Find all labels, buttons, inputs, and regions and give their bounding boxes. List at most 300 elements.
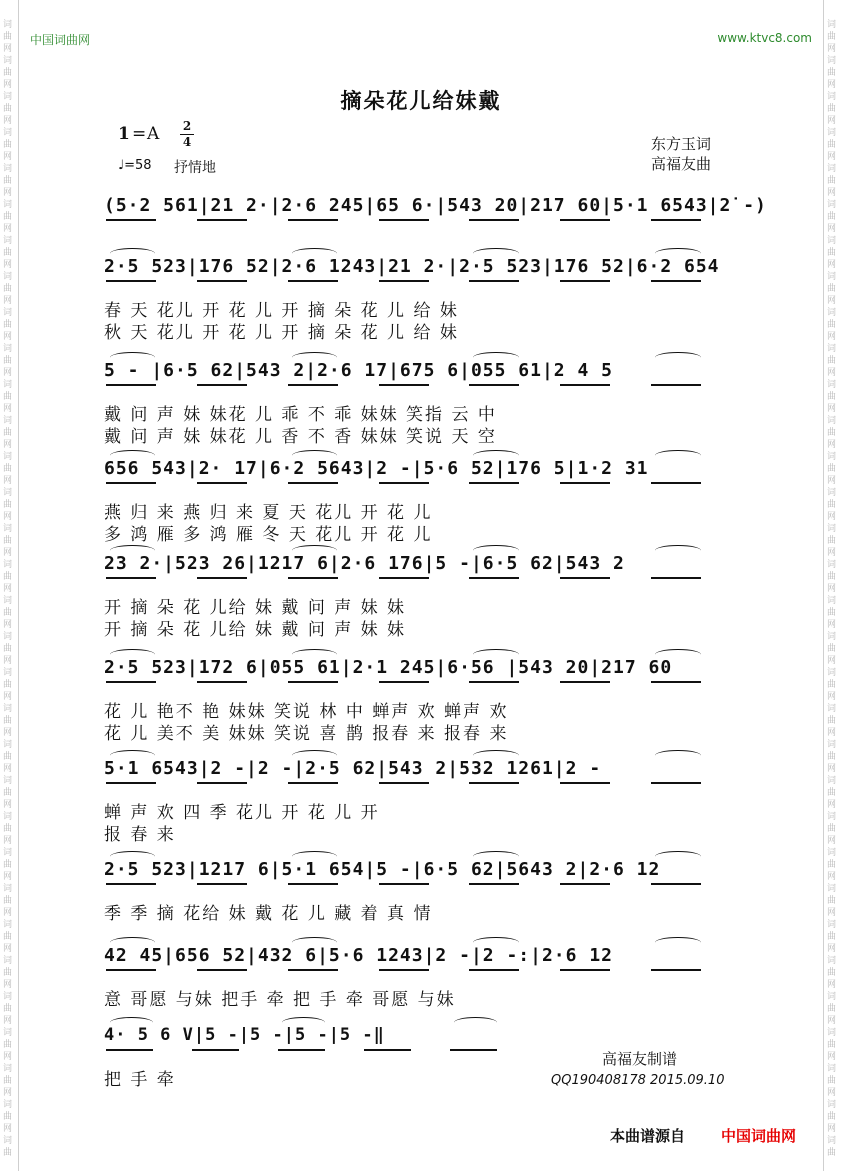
- watermark-char: 词: [827, 1100, 837, 1110]
- watermark-char: 曲: [3, 428, 13, 438]
- watermark-char: 网: [3, 944, 13, 954]
- beam-underline: [379, 219, 429, 221]
- slur-arc: [110, 750, 155, 761]
- beam-underline: [560, 482, 610, 484]
- watermark-char: 网: [827, 116, 837, 126]
- slur-arc: [292, 937, 337, 948]
- watermark-char: 词: [827, 740, 837, 750]
- beam-underline: [106, 219, 156, 221]
- watermark-char: 词: [827, 812, 837, 822]
- lyric-verse-2: 开 摘 朵 花 儿给 妹 戴 问 声 妹 妹: [104, 620, 407, 640]
- beam-underline: [651, 577, 701, 579]
- beam-underline: [651, 280, 701, 282]
- watermark-char: 网: [827, 332, 837, 342]
- watermark-char: 词: [3, 236, 13, 246]
- slur-arc: [110, 649, 155, 660]
- watermark-char: 曲: [3, 1148, 13, 1158]
- slur-arc: [292, 750, 337, 761]
- lyricist-credit: 东方玉词: [651, 135, 712, 153]
- beam-underline: [288, 782, 338, 784]
- watermark-char: 词: [827, 344, 837, 354]
- watermark-char: 曲: [3, 356, 13, 366]
- watermark-char: 词: [827, 776, 837, 786]
- watermark-char: 词: [827, 308, 837, 318]
- slur-arc: [655, 352, 700, 363]
- watermark-char: 曲: [3, 1004, 13, 1014]
- beam-underline: [379, 681, 429, 683]
- watermark-char: 网: [3, 1088, 13, 1098]
- beam-underline: [106, 681, 156, 683]
- composer-credit: 高福友曲: [651, 155, 712, 173]
- watermark-char: 曲: [827, 1148, 837, 1158]
- score-line: [0, 849, 842, 939]
- watermark-char: 曲: [3, 824, 13, 834]
- watermark-char: 词: [3, 1028, 13, 1038]
- beam-underline: [469, 384, 519, 386]
- beam-underline: [560, 219, 610, 221]
- watermark-char: 词: [3, 560, 13, 570]
- lyric-verse-2: 花 儿 美不 美 妹妹 笑说 喜 鹊 报春 来 报春 来: [104, 724, 509, 744]
- beam-underline: [379, 280, 429, 282]
- watermark-char: 曲: [3, 1040, 13, 1050]
- watermark-char: 曲: [827, 248, 837, 258]
- watermark-char: 网: [827, 908, 837, 918]
- score-line: [0, 748, 842, 845]
- watermark-char: 曲: [3, 968, 13, 978]
- watermark-char: 网: [827, 620, 837, 630]
- watermark-char: 曲: [827, 320, 837, 330]
- watermark-char: 词: [3, 524, 13, 534]
- slur-arc: [655, 545, 700, 556]
- score-line: [0, 543, 842, 640]
- lyric-verse-1: 春 天 花儿 开 花 儿 开 摘 朵 花 儿 给 妹: [104, 301, 459, 321]
- watermark-char: 词: [3, 1064, 13, 1074]
- score-line: [0, 246, 842, 343]
- watermark-char: 网: [827, 296, 837, 306]
- watermark-char: 网: [3, 1016, 13, 1026]
- song-title: 摘朵花儿给妹戴: [340, 89, 502, 113]
- slur-arc: [110, 352, 155, 363]
- watermark-char: 曲: [3, 320, 13, 330]
- watermark-char: 曲: [827, 788, 837, 798]
- slur-arc: [282, 1017, 325, 1028]
- watermark-char: 词: [827, 20, 837, 30]
- beam-underline: [560, 280, 610, 282]
- slur-arc: [473, 937, 518, 948]
- beam-underline: [197, 280, 247, 282]
- watermark-char: 词: [3, 128, 13, 138]
- watermark-char: 网: [827, 1124, 837, 1134]
- slur-arc: [473, 851, 518, 862]
- watermark-char: 网: [3, 440, 13, 450]
- watermark-char: 网: [3, 656, 13, 666]
- watermark-char: 词: [3, 92, 13, 102]
- score-line: [0, 350, 842, 447]
- beam-underline: [450, 1049, 497, 1051]
- lyric-verse-1: 戴 问 声 妹 妹花 儿 乖 不 乖 妹妹 笑指 云 中: [104, 405, 497, 425]
- watermark-char: 网: [3, 476, 13, 486]
- beam-underline: [469, 577, 519, 579]
- slur-arc: [110, 937, 155, 948]
- watermark-char: 词: [3, 740, 13, 750]
- beam-underline: [560, 782, 610, 784]
- beam-underline: [288, 577, 338, 579]
- watermark-char: 曲: [827, 428, 837, 438]
- lyric-verse-2: 多 鸿 雁 多 鸿 雁 冬 天 花儿 开 花 儿: [104, 525, 433, 545]
- lyric-verse-1: 意 哥愿 与妹 把手 牵 把 手 牵 哥愿 与妹: [104, 990, 456, 1010]
- beam-underline: [379, 883, 429, 885]
- slur-arc: [655, 450, 700, 461]
- watermark-char: 网: [827, 404, 837, 414]
- watermark-char: 词: [3, 668, 13, 678]
- watermark-char: 网: [3, 44, 13, 54]
- watermark-char: 网: [3, 296, 13, 306]
- watermark-char: 网: [3, 116, 13, 126]
- watermark-char: 曲: [3, 752, 13, 762]
- slur-arc: [473, 352, 518, 363]
- beam-underline: [288, 482, 338, 484]
- watermark-char: 词: [3, 704, 13, 714]
- score-line: [0, 935, 842, 1025]
- watermark-char: 网: [827, 944, 837, 954]
- watermark-char: 曲: [3, 932, 13, 942]
- watermark-char: 词: [827, 884, 837, 894]
- watermark-char: 曲: [3, 248, 13, 258]
- beam-underline: [106, 782, 156, 784]
- time-signature-top: 2: [182, 119, 192, 133]
- watermark-char: 网: [3, 260, 13, 270]
- watermark-char: 曲: [3, 464, 13, 474]
- watermark-char: 曲: [827, 968, 837, 978]
- slur-arc: [110, 545, 155, 556]
- beam-underline: [106, 969, 156, 971]
- watermark-char: 词: [3, 920, 13, 930]
- slur-arc: [655, 851, 700, 862]
- beam-underline: [379, 482, 429, 484]
- score-line: [0, 448, 842, 545]
- beam-underline: [288, 681, 338, 683]
- watermark-char: 曲: [827, 1112, 837, 1122]
- beam-underline: [379, 782, 429, 784]
- watermark-char: 网: [827, 764, 837, 774]
- watermark-char: 曲: [3, 608, 13, 618]
- beam-underline: [651, 782, 701, 784]
- beam-underline: [560, 883, 610, 885]
- watermark-char: 网: [827, 1088, 837, 1098]
- watermark-char: 曲: [827, 680, 837, 690]
- watermark-char: 词: [3, 992, 13, 1002]
- key-signature-one: 1: [118, 124, 130, 144]
- beam-underline: [197, 782, 247, 784]
- score-line: [0, 1015, 842, 1105]
- watermark-char: 曲: [3, 104, 13, 114]
- lyric-verse-2: 报 春 来: [104, 825, 176, 845]
- slur-arc: [292, 352, 337, 363]
- watermark-char: 词: [3, 1100, 13, 1110]
- watermark-char: 词: [827, 56, 837, 66]
- watermark-char: 曲: [3, 212, 13, 222]
- slur-arc: [292, 545, 337, 556]
- watermark-char: 词: [827, 956, 837, 966]
- lyric-verse-1: 把 手 牵: [104, 1070, 176, 1090]
- watermark-char: 词: [3, 596, 13, 606]
- watermark-char: 词: [827, 236, 837, 246]
- slur-arc: [110, 1017, 153, 1028]
- slur-arc: [454, 1017, 497, 1028]
- watermark-char: 词: [3, 380, 13, 390]
- watermark-char: 曲: [827, 1004, 837, 1014]
- lyric-verse-1: 蝉 声 欢 四 季 花儿 开 花 儿 开: [104, 803, 380, 823]
- watermark-char: 网: [827, 152, 837, 162]
- beam-underline: [560, 681, 610, 683]
- watermark-char: 曲: [827, 356, 837, 366]
- watermark-char: 曲: [827, 752, 837, 762]
- watermark-char: 网: [827, 728, 837, 738]
- beam-underline: [469, 219, 519, 221]
- watermark-char: 网: [3, 584, 13, 594]
- beam-underline: [106, 1049, 153, 1051]
- watermark-char: 词: [827, 524, 837, 534]
- notation-line: 4· 5 6 V|5 -|5 -|5 -|5 -‖: [104, 1025, 385, 1045]
- watermark-char: 曲: [827, 176, 837, 186]
- beam-underline: [379, 384, 429, 386]
- watermark-char: 网: [3, 692, 13, 702]
- slur-arc: [655, 649, 700, 660]
- watermark-char: 曲: [3, 32, 13, 42]
- watermark-char: 曲: [827, 536, 837, 546]
- watermark-char: 曲: [827, 464, 837, 474]
- beam-underline: [651, 969, 701, 971]
- beam-underline: [288, 280, 338, 282]
- watermark-char: 曲: [827, 284, 837, 294]
- beam-underline: [379, 969, 429, 971]
- watermark-char: 网: [3, 1124, 13, 1134]
- watermark-char: 曲: [827, 824, 837, 834]
- watermark-char: 网: [3, 224, 13, 234]
- watermark-char: 曲: [3, 68, 13, 78]
- lyric-verse-1: 季 季 摘 花给 妹 戴 花 儿 藏 着 真 情: [104, 904, 433, 924]
- time-signature-bottom: 4: [182, 135, 192, 149]
- notation-line: (5·2 561|21 2·|2·6 245|65 6·|543 20|217 60|5·1 6543|2̇ -): [104, 195, 767, 216]
- watermark-char: 词: [827, 164, 837, 174]
- watermark-char: 词: [827, 596, 837, 606]
- watermark-char: 词: [827, 1136, 837, 1146]
- beam-underline: [197, 219, 247, 221]
- notation-line: 2·5 523|172 6|055 61|2·1 245|6·56 |543 20|217 60: [104, 657, 673, 678]
- watermark-char: 曲: [827, 644, 837, 654]
- watermark-char: 网: [827, 872, 837, 882]
- watermark-char: 词: [827, 920, 837, 930]
- beam-underline: [192, 1049, 239, 1051]
- watermark-char: 曲: [3, 680, 13, 690]
- watermark-char: 曲: [827, 140, 837, 150]
- watermark-char: 网: [3, 80, 13, 90]
- beam-underline: [288, 219, 338, 221]
- slur-arc: [473, 248, 518, 259]
- watermark-char: 曲: [3, 284, 13, 294]
- beam-underline: [288, 384, 338, 386]
- watermark-char: 词: [3, 308, 13, 318]
- watermark-char: 网: [827, 440, 837, 450]
- watermark-char: 网: [827, 800, 837, 810]
- watermark-char: 曲: [827, 716, 837, 726]
- watermark-char: 网: [3, 800, 13, 810]
- watermark-char: 网: [3, 512, 13, 522]
- watermark-char: 网: [3, 404, 13, 414]
- site-url-top-right[interactable]: www.ktvc8.com: [717, 31, 812, 45]
- watermark-char: 曲: [827, 896, 837, 906]
- watermark-char: 词: [827, 92, 837, 102]
- watermark-char: 词: [827, 560, 837, 570]
- watermark-char: 网: [3, 188, 13, 198]
- lyric-verse-2: 秋 天 花儿 开 花 儿 开 摘 朵 花 儿 给 妹: [104, 323, 459, 343]
- watermark-char: 网: [3, 548, 13, 558]
- key-signature-equals: =: [132, 124, 147, 144]
- watermark-char: 网: [827, 476, 837, 486]
- beam-underline: [469, 782, 519, 784]
- watermark-char: 词: [3, 884, 13, 894]
- beam-underline: [560, 969, 610, 971]
- watermark-char: 曲: [3, 572, 13, 582]
- slur-arc: [292, 248, 337, 259]
- watermark-char: 词: [3, 812, 13, 822]
- beam-underline: [560, 577, 610, 579]
- watermark-char: 曲: [3, 896, 13, 906]
- watermark-char: 网: [3, 908, 13, 918]
- beam-underline: [197, 482, 247, 484]
- beam-underline: [651, 482, 701, 484]
- watermark-char: 网: [3, 872, 13, 882]
- watermark-char: 词: [827, 488, 837, 498]
- watermark-char: 词: [827, 992, 837, 1002]
- beam-underline: [379, 577, 429, 579]
- watermark-char: 曲: [3, 860, 13, 870]
- slur-arc: [473, 750, 518, 761]
- beam-underline: [288, 969, 338, 971]
- watermark-char: 曲: [3, 500, 13, 510]
- watermark-char: 网: [3, 620, 13, 630]
- watermark-char: 曲: [827, 572, 837, 582]
- watermark-char: 词: [3, 1136, 13, 1146]
- beam-underline: [197, 681, 247, 683]
- watermark-char: 词: [827, 632, 837, 642]
- watermark-char: 曲: [3, 140, 13, 150]
- watermark-char: 词: [3, 488, 13, 498]
- watermark-char: 网: [827, 368, 837, 378]
- watermark-char: 曲: [827, 932, 837, 942]
- beam-underline: [469, 969, 519, 971]
- lyric-verse-1: 开 摘 朵 花 儿给 妹 戴 问 声 妹 妹: [104, 598, 407, 618]
- source-label: 本曲谱源自: [610, 1127, 686, 1145]
- beam-underline: [364, 1049, 411, 1051]
- watermark-char: 网: [827, 188, 837, 198]
- watermark-char: 词: [827, 200, 837, 210]
- watermark-char: 词: [3, 848, 13, 858]
- notation-line: 42 45|656 52|432 6|5·6 1243|2 -|2 -:|2·6 12: [104, 945, 613, 966]
- slur-arc: [292, 851, 337, 862]
- watermark-char: 网: [3, 332, 13, 342]
- watermark-char: 词: [827, 1064, 837, 1074]
- watermark-char: 词: [3, 452, 13, 462]
- watermark-char: 网: [3, 764, 13, 774]
- watermark-char: 曲: [3, 716, 13, 726]
- watermark-char: 网: [827, 1052, 837, 1062]
- watermark-char: 网: [827, 548, 837, 558]
- beam-underline: [106, 577, 156, 579]
- watermark-char: 曲: [3, 176, 13, 186]
- watermark-char: 词: [3, 956, 13, 966]
- notation-line: 5 - |6·5 62|543 2|2·6 17|675 6|055 61|2 4 5: [104, 360, 613, 381]
- beam-underline: [197, 969, 247, 971]
- watermark-char: 网: [827, 836, 837, 846]
- watermark-char: 网: [3, 1052, 13, 1062]
- watermark-char: 词: [3, 416, 13, 426]
- watermark-char: 词: [827, 380, 837, 390]
- watermark-char: 词: [3, 272, 13, 282]
- watermark-char: 网: [827, 260, 837, 270]
- notation-line: 5·1 6543|2 -|2 -|2·5 62|543 2|532 1261|2 -: [104, 758, 602, 779]
- slur-arc: [655, 937, 700, 948]
- watermark-char: 网: [827, 224, 837, 234]
- watermark-char: 词: [827, 452, 837, 462]
- beam-underline: [197, 577, 247, 579]
- watermark-char: 曲: [827, 212, 837, 222]
- lyric-verse-2: 戴 问 声 妹 妹花 儿 香 不 香 妹妹 笑说 天 空: [104, 427, 497, 447]
- beam-underline: [197, 384, 247, 386]
- watermark-char: 词: [827, 704, 837, 714]
- watermark-char: 曲: [827, 860, 837, 870]
- slur-arc: [473, 649, 518, 660]
- watermark-char: 曲: [827, 608, 837, 618]
- beam-underline: [278, 1049, 325, 1051]
- score-line: [0, 647, 842, 744]
- beam-underline: [106, 883, 156, 885]
- beam-underline: [288, 883, 338, 885]
- watermark-char: 曲: [827, 32, 837, 42]
- watermark-char: 词: [3, 776, 13, 786]
- watermark-char: 曲: [3, 788, 13, 798]
- beam-underline: [106, 384, 156, 386]
- source-site-link[interactable]: 中国词曲网: [721, 1127, 797, 1145]
- slur-arc: [292, 649, 337, 660]
- watermark-char: 词: [827, 848, 837, 858]
- slur-arc: [473, 545, 518, 556]
- watermark-char: 曲: [3, 644, 13, 654]
- beam-underline: [651, 681, 701, 683]
- watermark-char: 词: [3, 56, 13, 66]
- score-maker: 高福友制谱: [602, 1050, 678, 1068]
- watermark-char: 词: [827, 1028, 837, 1038]
- time-signature: [180, 120, 194, 149]
- watermark-char: 网: [3, 152, 13, 162]
- lyric-verse-1: 燕 归 来 燕 归 来 夏 天 花儿 开 花 儿: [104, 503, 433, 523]
- tempo-marking: ♩=58: [118, 158, 152, 173]
- watermark-char: 词: [827, 668, 837, 678]
- watermark-char: 曲: [3, 1076, 13, 1086]
- notation-line: 2·5 523|176 52|2·6 1243|21 2·|2·5 523|176 52|6·2 654: [104, 256, 720, 277]
- site-name-top-left[interactable]: 中国词曲网: [30, 33, 91, 47]
- key-signature-note: A: [147, 124, 160, 144]
- watermark-char: 曲: [3, 392, 13, 402]
- beam-underline: [197, 883, 247, 885]
- notation-line: 656 543|2· 17|6·2 5643|2 -|5·6 52|176 5|1·2 31: [104, 458, 649, 479]
- beam-underline: [469, 482, 519, 484]
- slur-arc: [110, 248, 155, 259]
- watermark-char: 网: [827, 692, 837, 702]
- lyric-verse-1: 花 儿 艳不 艳 妹妹 笑说 林 中 蝉声 欢 蝉声 欢: [104, 702, 509, 722]
- watermark-char: 网: [827, 584, 837, 594]
- watermark-char: 词: [827, 272, 837, 282]
